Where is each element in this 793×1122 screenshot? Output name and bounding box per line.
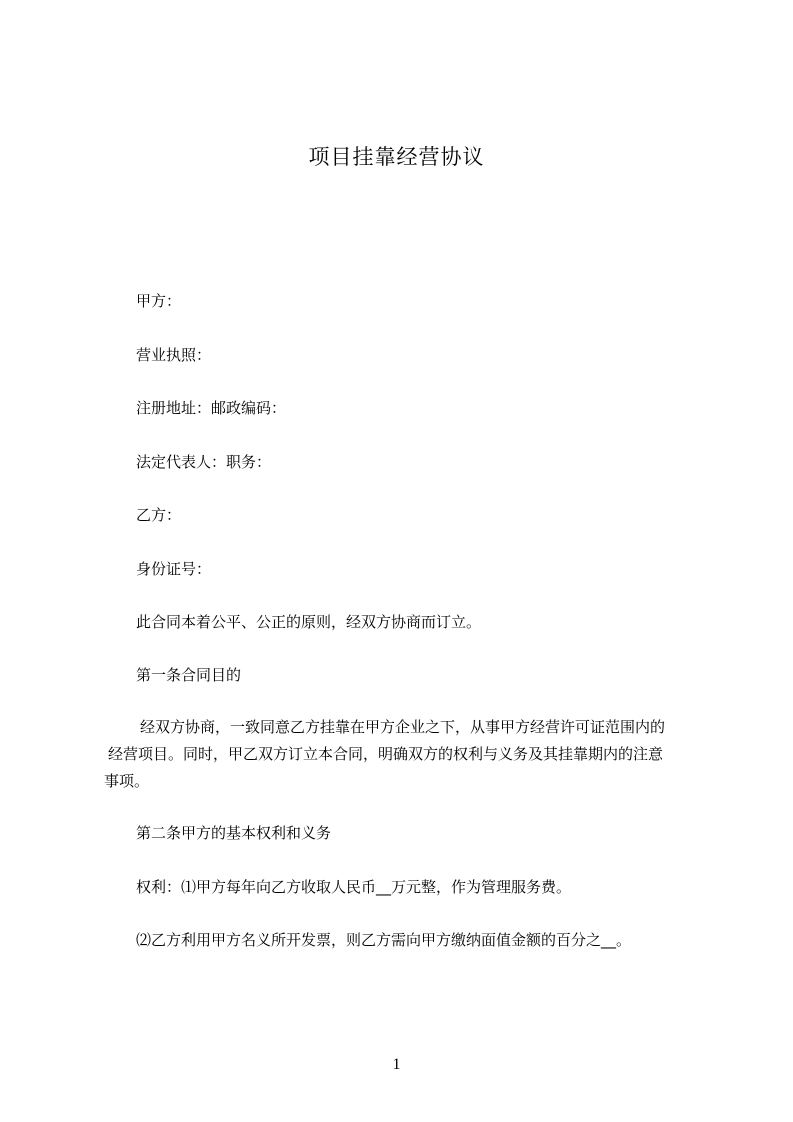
document-title: 项目挂靠经营协议 <box>308 145 485 169</box>
party-b-field: 乙方： <box>136 506 182 524</box>
article-2-heading: 第二条甲方的基本权利和义务 <box>136 824 332 842</box>
page-number: 1 <box>392 1056 401 1073</box>
article-1-body <box>104 714 704 795</box>
intro-paragraph: 此合同本着公平、公正的原则，经双方协商而订立。 <box>136 613 482 631</box>
id-number-field: 身份证号： <box>136 560 212 578</box>
business-license-field: 营业执照： <box>136 346 212 364</box>
article-1-line: 经营项目。同时，甲乙双方订立本合同，明确双方的权利与义务及其挂靠期内的注意 <box>108 745 664 763</box>
article-2-item-1: 权利：⑴甲方每年向乙方收取人民币__万元整，作为管理服务费。 <box>136 878 572 896</box>
article-1-line: 事项。 <box>104 772 150 790</box>
article-1-line: 经双方协商，一致同意乙方挂靠在甲方企业之下，从事甲方经营许可证范围内的 <box>140 718 666 736</box>
article-2-item-2: ⑵乙方利用甲方名义所开发票，则乙方需向甲方缴纳面值金额的百分之__。 <box>136 931 632 949</box>
article-1-heading: 第一条合同目的 <box>136 666 242 684</box>
legal-representative-field: 法定代表人：职务： <box>136 453 272 471</box>
address-postcode-field: 注册地址：邮政编码： <box>136 399 287 417</box>
party-a-field: 甲方： <box>136 292 182 310</box>
